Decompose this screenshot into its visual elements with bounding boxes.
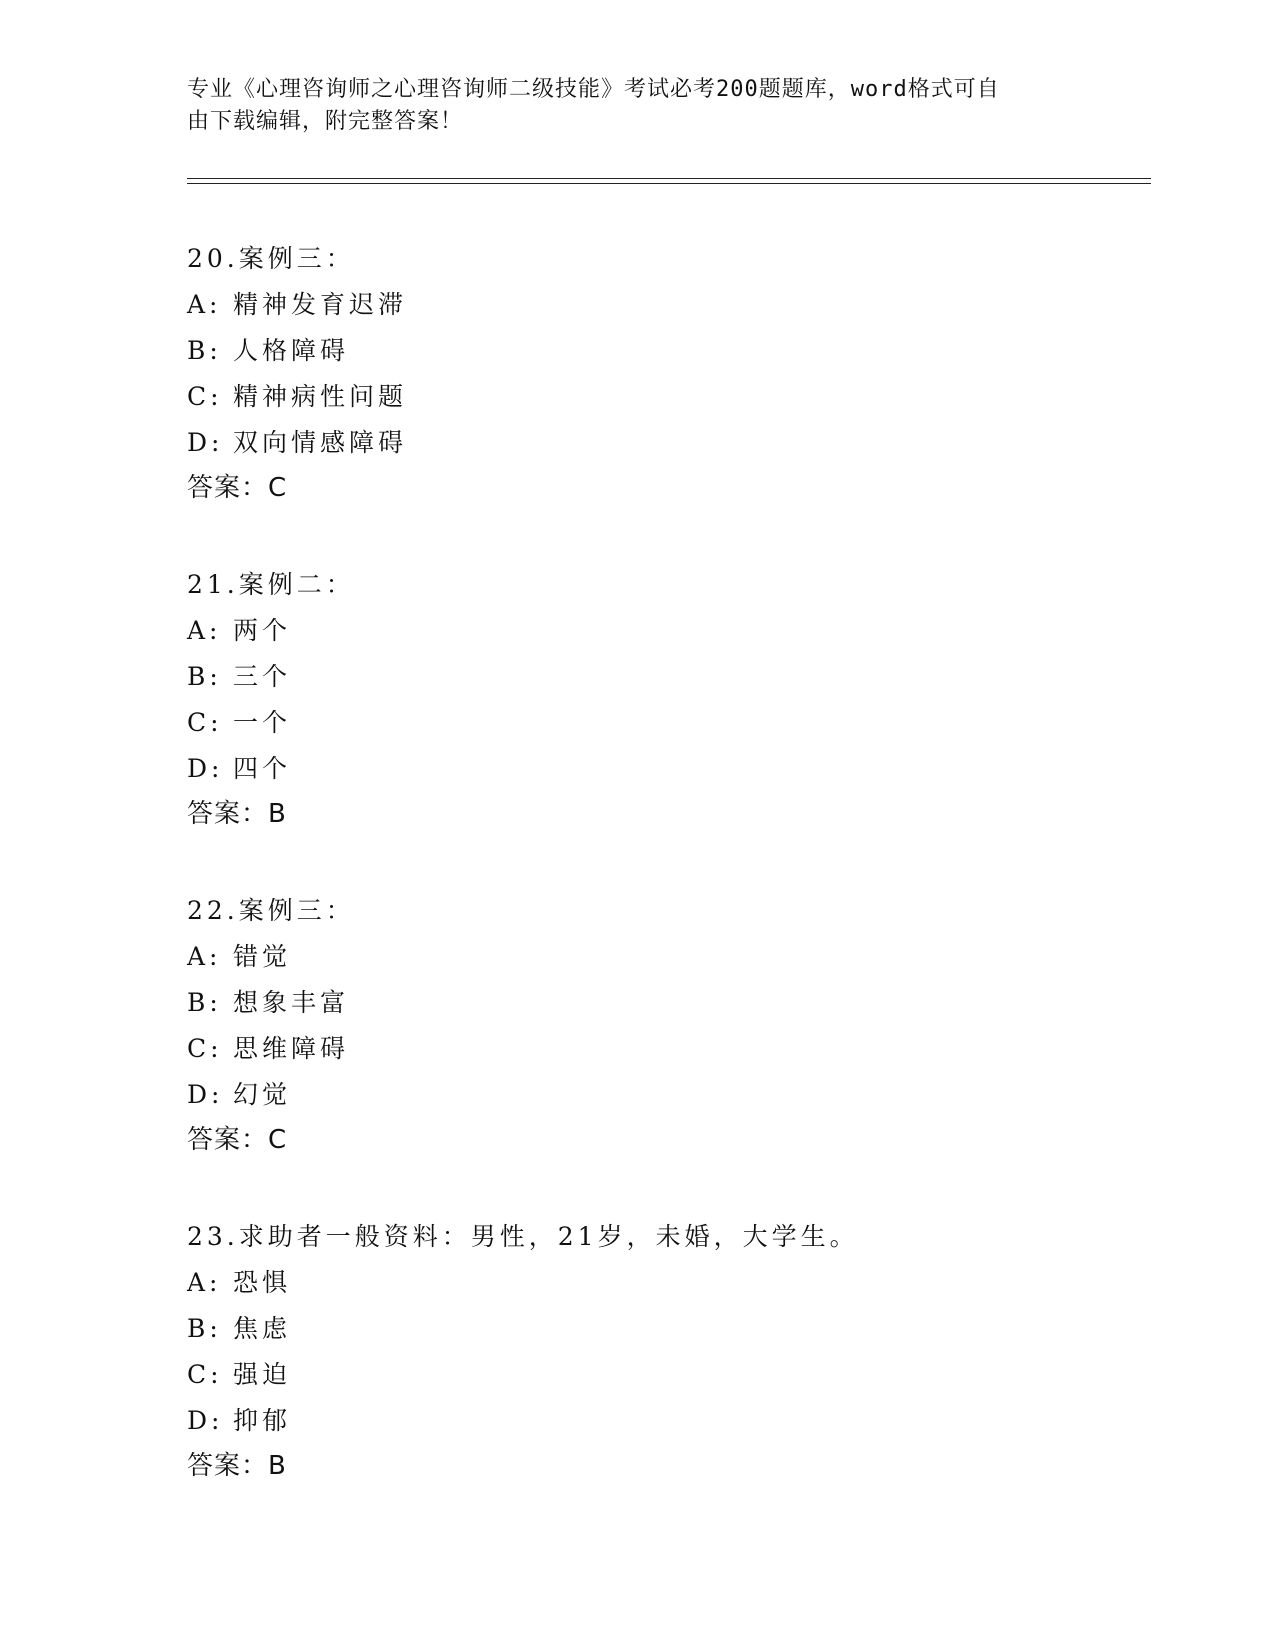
option-letter: D: bbox=[187, 1406, 224, 1435]
option-text: 两个 bbox=[233, 616, 292, 645]
option-d bbox=[187, 746, 1147, 792]
option-text: 三个 bbox=[233, 662, 292, 691]
option-text: 幻觉 bbox=[233, 1080, 292, 1109]
option-letter: C: bbox=[187, 708, 223, 737]
option-text: 四个 bbox=[233, 754, 292, 783]
option-letter: D: bbox=[187, 754, 224, 783]
option-letter: A: bbox=[187, 290, 222, 319]
document-header bbox=[187, 74, 1067, 138]
option-letter: B: bbox=[187, 988, 222, 1017]
option-a bbox=[187, 608, 1147, 654]
option-letter: D: bbox=[187, 1080, 224, 1109]
option-b bbox=[187, 654, 1147, 700]
option-b bbox=[187, 328, 1147, 374]
question-item bbox=[187, 562, 1147, 836]
option-text: 人格障碍 bbox=[233, 336, 350, 365]
option-text: 双向情感障碍 bbox=[233, 428, 408, 457]
option-text: 一个 bbox=[233, 708, 292, 737]
answer-line: 答案：B bbox=[187, 799, 287, 829]
question-stem: 21.案例二： bbox=[187, 570, 355, 599]
option-a bbox=[187, 934, 1147, 980]
option-b bbox=[187, 1306, 1147, 1352]
question-stem: 22.案例三： bbox=[187, 896, 355, 925]
option-text: 恐惧 bbox=[233, 1268, 292, 1297]
question-item bbox=[187, 236, 1147, 510]
question-item bbox=[187, 888, 1147, 1162]
option-letter: A: bbox=[187, 942, 222, 971]
option-text: 焦虑 bbox=[233, 1314, 292, 1343]
option-letter: B: bbox=[187, 662, 222, 691]
option-letter: C: bbox=[187, 1034, 223, 1063]
option-d bbox=[187, 420, 1147, 466]
header-line-2: 由下载编辑，附完整答案！ bbox=[187, 109, 464, 134]
option-text: 思维障碍 bbox=[233, 1034, 350, 1063]
option-letter: A: bbox=[187, 1268, 222, 1297]
option-letter: C: bbox=[187, 382, 223, 411]
option-letter: D: bbox=[187, 428, 224, 457]
option-text: 想象丰富 bbox=[233, 988, 350, 1017]
option-text: 精神发育迟滞 bbox=[233, 290, 408, 319]
question-item bbox=[187, 1214, 1147, 1488]
option-a bbox=[187, 1260, 1147, 1306]
option-letter: A: bbox=[187, 616, 222, 645]
answer-line: 答案：C bbox=[187, 1125, 288, 1155]
option-a bbox=[187, 282, 1147, 328]
option-c bbox=[187, 374, 1147, 420]
option-c bbox=[187, 700, 1147, 746]
option-b bbox=[187, 980, 1147, 1026]
question-stem: 20.案例三： bbox=[187, 244, 355, 273]
option-letter: C: bbox=[187, 1360, 223, 1389]
option-letter: B: bbox=[187, 336, 222, 365]
option-text: 错觉 bbox=[233, 942, 292, 971]
answer-line: 答案：C bbox=[187, 473, 288, 503]
question-list bbox=[187, 236, 1147, 1540]
option-d bbox=[187, 1398, 1147, 1444]
question-stem: 23.求助者一般资料：男性，21岁，未婚，大学生。 bbox=[187, 1222, 859, 1251]
answer-line: 答案：B bbox=[187, 1451, 287, 1481]
option-letter: B: bbox=[187, 1314, 222, 1343]
option-c bbox=[187, 1026, 1147, 1072]
option-text: 强迫 bbox=[233, 1360, 292, 1389]
option-text: 抑郁 bbox=[233, 1406, 292, 1435]
option-d bbox=[187, 1072, 1147, 1118]
header-divider-top bbox=[187, 178, 1151, 179]
option-text: 精神病性问题 bbox=[233, 382, 408, 411]
option-c bbox=[187, 1352, 1147, 1398]
header-line-1: 专业《心理咨询师之心理咨询师二级技能》考试必考200题题库，word格式可自 bbox=[187, 77, 1000, 102]
header-divider-bottom bbox=[187, 183, 1151, 184]
